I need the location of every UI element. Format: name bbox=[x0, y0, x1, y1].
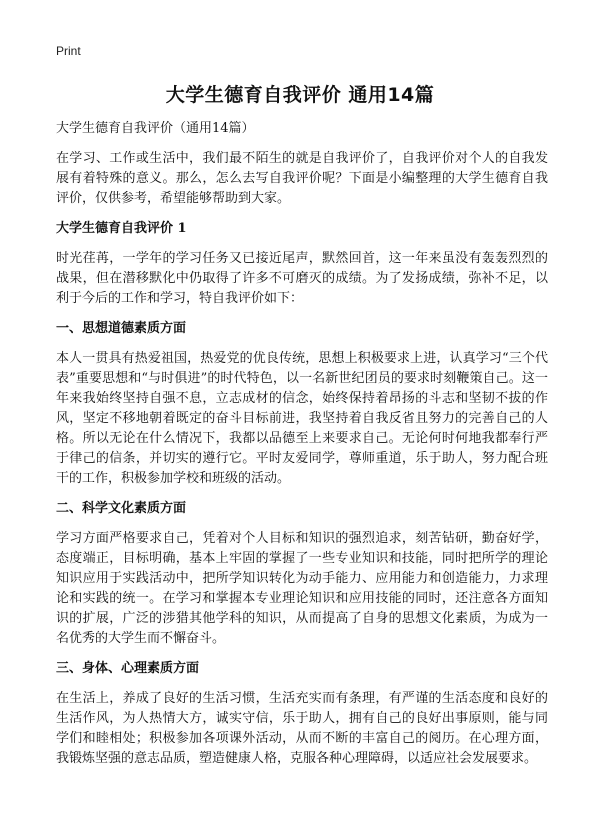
print-label: Print bbox=[56, 44, 81, 58]
section-body-science: 学习方面严格要求自己，凭着对个人目标和知识的强烈追求，刻苦钻研，勤奋好学，态度端正，目标明确，基本上牢固的掌握了一些专业知识和技能，同时把所学的理论知识应用于实践活动中，把所学知识转化为动手能力、应用能力和创造能力，力求理论和实践的统一。在学习和掌握本专业理论知识和应用技能的同时，还注意各方面知识的扩展，广泛的涉猎其他学科的知识，从而提高了自身的思想文化素质，为成为一名优秀的大学生而不懈奋斗。 bbox=[56, 531, 548, 646]
evaluation-intro-paragraph: 时光荏苒，一学年的学习任务又已接近尾声，默然回首，这一年来虽没有轰轰烈烈的战果，但在潜移默化中仍取得了许多不可磨灭的成绩。为了发扬成绩，弥补不足，以利于今后的工作和学习，特自我评价如下： bbox=[56, 251, 548, 306]
section-body-physical: 在生活上，养成了良好的生活习惯，生活充实而有条理，有严谨的生活态度和良好的生活作风，为人热情大方，诚实守信，乐于助人，拥有自己的良好出事原则，能与同学们和睦相处；积极参加各项课外活动，从而不断的丰富自己的阅历。在心理方面，我锻炼坚强的意志品质，塑造健康人格，克服各种心理障碍，以适应社会发展要求。 bbox=[56, 691, 548, 766]
document-body bbox=[56, 119, 548, 779]
section-body-moral: 本人一贯具有热爱祖国，热爱党的优良传统，思想上积极要求上进，认真学习“三个代表”重要思想和“与时俱进”的时代特色，以一名新世纪团员的要求时刻鞭策自己。这一年来我始终坚持自强不息，立志成材的信念，始终保持着昂扬的斗志和坚韧不拔的作风，坚定不移地朝着既定的奋斗目标前进，我坚持着自我反省且努力的完善自己的人格。所以无论在什么情况下，我都以品德至上来要求自己。无论何时何地我都奉行严于律己的信条，并切实的遵行它。平时友爱同学，尊师重道，乐于助人，努力配合班干的工作，积极参加学校和班级的活动。 bbox=[56, 351, 548, 486]
document-subtitle: 大学生德育自我评价（通用14篇） bbox=[56, 121, 255, 136]
section-heading-science: 二、科学文化素质方面 bbox=[56, 501, 187, 516]
section-heading-physical: 三、身体、心理素质方面 bbox=[56, 661, 200, 676]
intro-paragraph: 在学习、工作或生活中，我们最不陌生的就是自我评价了，自我评价对个人的自我发展有着特殊的意义。那么，怎么去写自我评价呢？下面是小编整理的大学生德育自我评价，仅供参考，希望能够帮助到大家。 bbox=[56, 151, 548, 206]
section-heading-moral: 一、思想道德素质方面 bbox=[56, 321, 187, 336]
page-title: 大学生德育自我评价 通用14篇 bbox=[165, 84, 435, 106]
evaluation-heading: 大学生德育自我评价 1 bbox=[56, 221, 187, 236]
